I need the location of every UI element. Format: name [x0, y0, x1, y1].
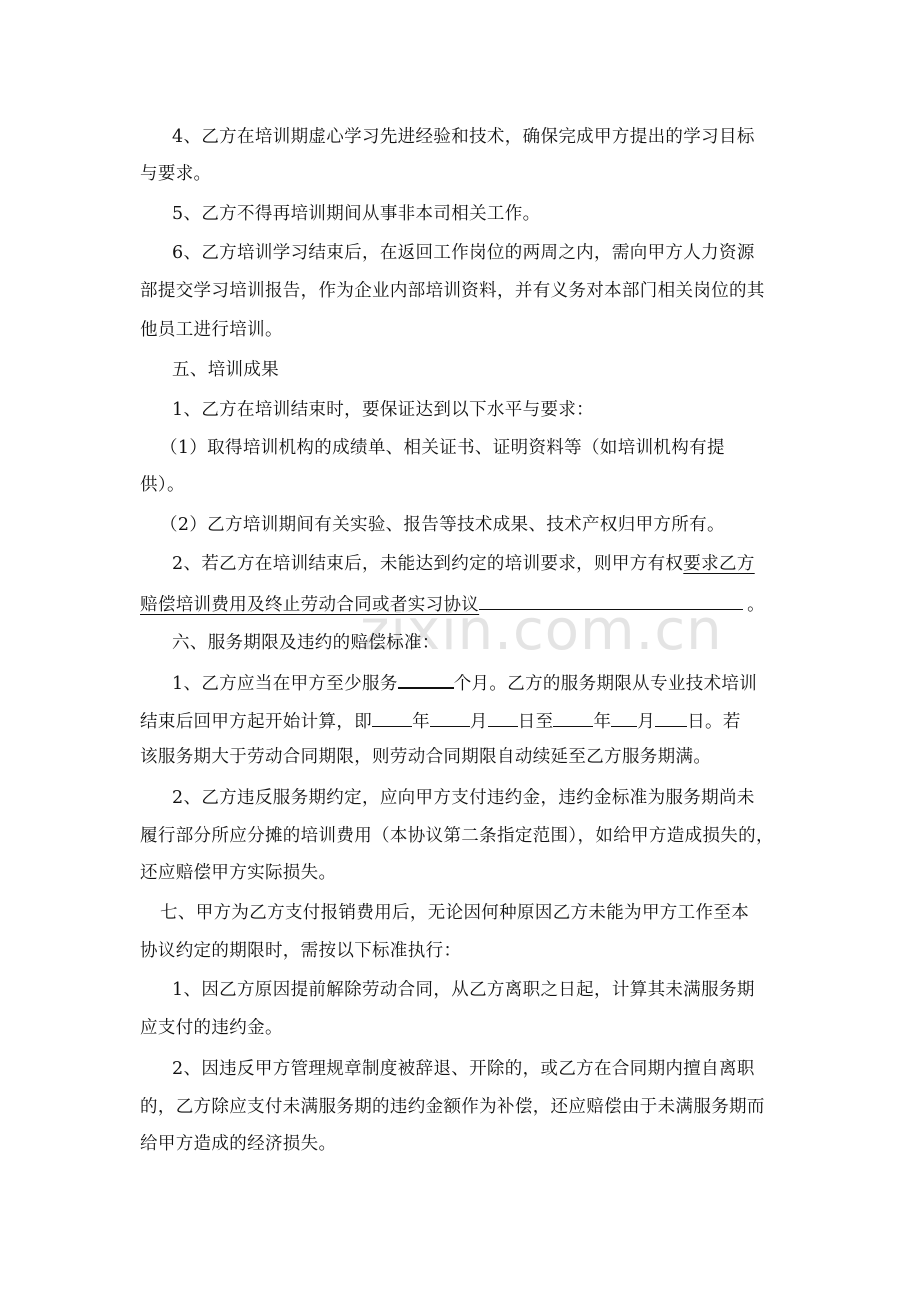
- section-7-item-2-line-3: 给甲方造成的经济损失。: [140, 1134, 337, 1154]
- end-year-blank: [553, 706, 593, 727]
- section-7-item-2-line-1: 2、因违反甲方管理规章制度被辞退、开除的，或乙方在合同期内擅自离职: [172, 1059, 755, 1079]
- section-5-heading: 五、培训成果: [172, 360, 280, 380]
- section-5-sub-2: （2）乙方培训期间有关实验、报告等技术成果、技术产权归甲方所有。: [160, 515, 725, 535]
- clause-6-line-3: 他员工进行培训。: [140, 320, 283, 340]
- section-6-item-2-line-2: 履行部分所应分摊的培训费用（本协议第二条指定范围），如给甲方造成损失的，: [140, 826, 774, 846]
- end-day-blank: [655, 706, 687, 727]
- item-2-period: 。: [747, 595, 766, 615]
- section-6-item-2-line-1: 2、乙方违反服务期约定，应向甲方支付违约金，违约金标准为服务期尚未: [172, 788, 755, 808]
- section-7-item-2-line-2: 的，乙方除应支付未满服务期的违约金额作为补偿，还应赔偿由于未满服务期而: [140, 1097, 765, 1117]
- year-label: 年: [412, 712, 430, 732]
- month-label: 月: [469, 712, 488, 732]
- service-text-b: 个月。乙方的服务期限从专业技术培训: [453, 674, 758, 694]
- section-5-item-2-line-1: [172, 551, 755, 577]
- section-5-item-1: 1、乙方在培训结束时，要保证达到以下水平与要求：: [172, 400, 595, 420]
- item-2-underlined-text: 要求乙方: [683, 554, 755, 574]
- section-6-heading: 六、服务期限及违约的赔偿标准：: [172, 633, 440, 653]
- end-month-blank: [611, 706, 637, 727]
- fill-blank-line: [479, 589, 743, 610]
- year-label-2: 年: [593, 712, 612, 732]
- day-label-end: 日。若: [687, 712, 741, 732]
- service-text-a: 1、乙方应当在甲方至少服务: [172, 674, 398, 694]
- clause-6-line-2: 部提交学习培训报告，作为企业内部培训资料，并有义务对本部门相关岗位的其: [140, 281, 765, 301]
- clause-5: 5、乙方不得再培训期间从事非本司相关工作。: [172, 204, 541, 224]
- item-2-underlined-continuation: 赔偿培训费用及终止劳动合同或者实习协议: [140, 595, 480, 615]
- section-6-item-1-line-1: [172, 667, 757, 697]
- section-6-item-1-line-2: [140, 706, 741, 735]
- watermark: zixin.com.cn: [360, 598, 723, 663]
- months-blank: [398, 667, 454, 689]
- section-5-sub-1-line-2: 供）。: [140, 475, 185, 495]
- section-6-item-1-line-3: 该服务期大于劳动合同期限，则劳动合同期限自动续延至乙方服务期满。: [140, 747, 712, 767]
- section-7-item-1-line-1: 1、因乙方原因提前解除劳动合同，从乙方离职之日起，计算其未满服务期: [172, 980, 755, 1000]
- month-label-2: 月: [637, 712, 656, 732]
- section-7-line-2: 协议约定的期限时，需按以下标准执行：: [140, 941, 462, 961]
- clause-6-line-1: 6、乙方培训学习结束后，在返回工作岗位的两周之内，需向甲方人力资源: [172, 243, 755, 263]
- section-7-line-1: 七、甲方为乙方支付报销费用后，无论因何种原因乙方未能为甲方工作至本: [160, 903, 750, 923]
- section-5-item-2-line-2: [140, 589, 765, 618]
- start-month-blank: [430, 706, 470, 727]
- section-7-item-1-line-2: 应支付的违约金。: [140, 1018, 283, 1038]
- clause-4-line-2: 与要求。: [140, 164, 212, 184]
- item-2-text: 2、若乙方在培训结束后，未能达到约定的培训要求，则甲方有权: [172, 554, 684, 574]
- start-day-blank: [488, 706, 518, 727]
- section-5-sub-1-line-1: （1）取得培训机构的成绩单、相关证书、证明资料等（如培训机构有提: [160, 438, 725, 458]
- section-6-item-2-line-3: 还应赔偿甲方实际损失。: [140, 863, 337, 883]
- start-year-blank: [372, 706, 412, 727]
- day-to-label: 日至: [517, 712, 554, 732]
- date-intro: 结束后回甲方起开始计算，即: [140, 712, 373, 732]
- clause-4-line-1: 4、乙方在培训期虚心学习先进经验和技术，确保完成甲方提出的学习目标: [172, 127, 755, 147]
